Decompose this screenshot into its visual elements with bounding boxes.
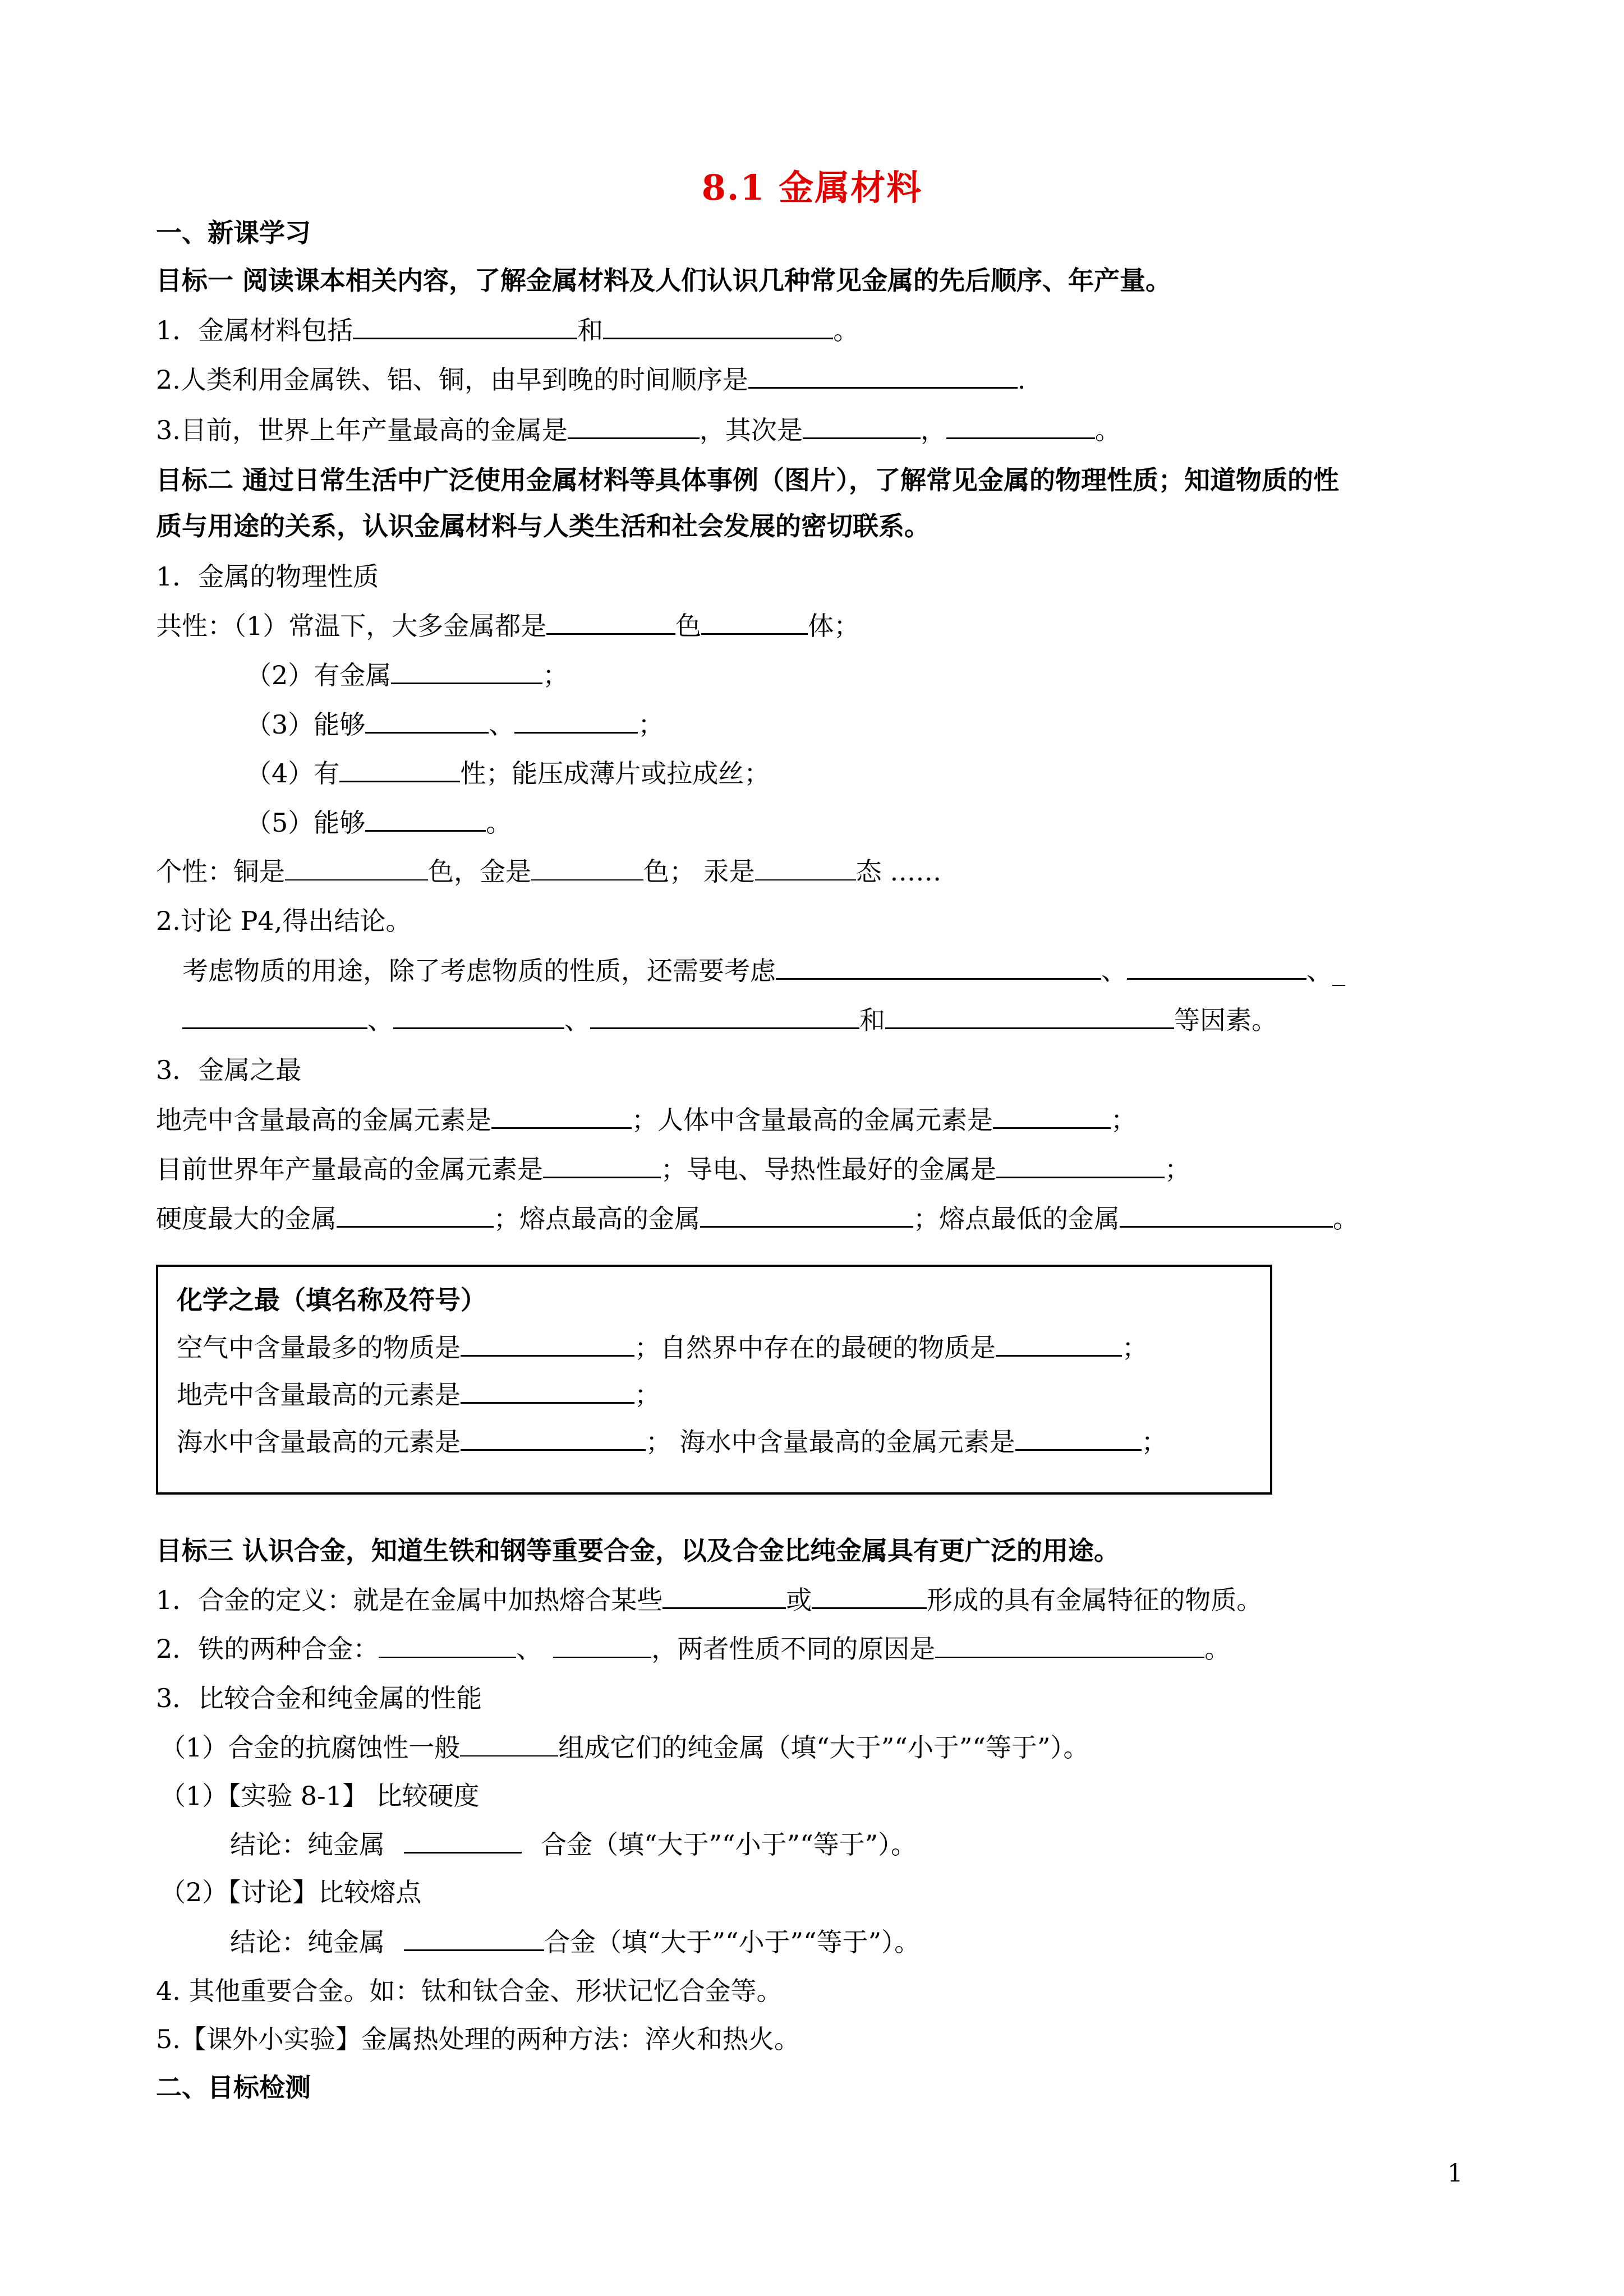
- state-label: 体；: [808, 611, 860, 641]
- c4-text: （4）有: [246, 758, 340, 789]
- fill-blank[interactable]: [339, 756, 460, 782]
- goal1-q1: [156, 313, 859, 347]
- goal3-q3: 3．比较合金和纯金属的性能: [156, 1683, 482, 1713]
- fill-blank[interactable]: [885, 1003, 1174, 1029]
- discussion-p4: 2.讨论 P4,得出结论。: [156, 906, 412, 936]
- r3-end: ；: [1141, 1427, 1167, 1457]
- fill-blank[interactable]: [590, 1003, 859, 1029]
- fill-blank[interactable]: [701, 608, 808, 635]
- page-title: 8.1 金属材料: [701, 167, 923, 208]
- q3-text: 3.目前，世界上年产量最高的金属是: [156, 415, 568, 445]
- fill-blank[interactable]: [393, 1003, 564, 1029]
- c3-text: （3）能够: [246, 709, 366, 740]
- goal3-q1: [156, 1583, 1262, 1617]
- fill-blank[interactable]: [663, 1583, 786, 1609]
- g3q1-text: 1．合金的定义：就是在金属中加热熔合某些: [156, 1585, 663, 1615]
- c2-end: ；: [542, 660, 569, 690]
- ind-end: 态 ……: [855, 856, 942, 887]
- use-sep2: 、_: [1306, 956, 1345, 986]
- fill-blank[interactable]: [803, 413, 921, 439]
- metal-superlatives: 3．金属之最: [156, 1055, 302, 1085]
- g3q2-end: 。: [1204, 1634, 1231, 1664]
- extracurricular-experiment: 5.【课外小实验】金属热处理的两种方法：淬火和热火。: [156, 2024, 800, 2054]
- r1-text: 空气中含量最多的物质是: [177, 1333, 461, 1363]
- common-property-4: [246, 756, 770, 790]
- m2-text2: ；导电、导热性最好的金属是: [661, 1154, 996, 1184]
- experiment-8-1: （1）【实验 8-1】 比较硬度: [160, 1781, 480, 1811]
- goal3-heading: 目标三 认识合金，知道生铁和钢等重要合金，以及合金比纯金属具有更广泛的用途。: [156, 1536, 1120, 1566]
- g3q2-text2: ，两者性质不同的原因是: [651, 1634, 936, 1664]
- c5-end: 。: [486, 808, 512, 838]
- c5-text: （5）能够: [246, 808, 366, 838]
- fill-blank[interactable]: [993, 1103, 1111, 1129]
- common-property-5: [246, 805, 512, 840]
- fill-blank[interactable]: [935, 1632, 1204, 1658]
- fill-blank[interactable]: [182, 1003, 367, 1029]
- use-sep: 、: [1101, 956, 1127, 986]
- melting-conclusion: [230, 1925, 920, 1959]
- r1-end: ；: [1122, 1333, 1148, 1363]
- fill-blank[interactable]: [337, 1201, 494, 1228]
- m3-text2: ；熔点最高的金属: [494, 1204, 700, 1234]
- color-label: 色: [675, 611, 702, 641]
- fill-blank[interactable]: [776, 953, 1101, 980]
- goal2-heading-line1: 目标二 通过日常生活中广泛使用金属材料等具体事例（图片），了解常见金属的物理性质；知道物质的性: [156, 465, 1340, 495]
- box-row-1: [177, 1330, 1148, 1364]
- m1-end: ；: [1111, 1105, 1137, 1135]
- section-heading-goal-check: 二、目标检测: [156, 2072, 311, 2103]
- use-sep3: 、: [367, 1005, 393, 1035]
- discussion-melting-point: （2）【讨论】比较熔点: [160, 1877, 422, 1907]
- superlative-row-3: [156, 1201, 1359, 1235]
- q2-end: .: [1017, 365, 1026, 395]
- fill-blank[interactable]: [353, 313, 577, 339]
- r3-text: 海水中含量最高的元素是: [177, 1427, 461, 1457]
- fill-blank[interactable]: [568, 413, 700, 439]
- fill-blank[interactable]: [1127, 953, 1306, 980]
- q1-text: 1．金属材料包括: [156, 315, 353, 345]
- g3q1-end: 形成的具有金属特征的物质。: [927, 1585, 1263, 1615]
- c3-end: ；: [638, 709, 664, 740]
- other-alloys: 4. 其他重要合金。如：钛和钛合金、形状记忆合金等。: [156, 1976, 783, 2006]
- conc1-text: 结论：纯金属: [230, 1829, 385, 1860]
- m2-text: 目前世界年产量最高的金属元素是: [156, 1154, 543, 1184]
- common-text: 共性：（1）常温下，大多金属都是: [156, 611, 547, 641]
- goal3-q2: [156, 1632, 1230, 1666]
- fill-blank[interactable]: [514, 707, 638, 734]
- m3-text3: ；熔点最低的金属: [913, 1204, 1120, 1234]
- page-number: 1: [1447, 2159, 1463, 2188]
- goal3-q3-1: [160, 1731, 1089, 1764]
- q2-text: 2.人类利用金属铁、铝、铜，由早到晚的时间顺序是: [156, 365, 748, 395]
- fill-blank[interactable]: [404, 1925, 544, 1951]
- fill-blank[interactable]: [748, 362, 1018, 389]
- fill-blank[interactable]: [553, 1632, 651, 1658]
- common-property-3: [246, 707, 664, 741]
- superlative-row-2: [156, 1152, 1190, 1186]
- g3q2-sep: 、: [516, 1634, 542, 1664]
- individual-properties: [156, 855, 941, 888]
- fill-blank[interactable]: [755, 855, 856, 880]
- c4-end: 性；能压成薄片或拉成丝；: [460, 758, 770, 789]
- r2-end: ；: [634, 1380, 660, 1410]
- c2-text: （2）有金属: [246, 660, 392, 690]
- fill-blank[interactable]: [543, 1152, 661, 1178]
- goal2-heading-line2: 质与用途的关系，认识金属材料与人类生活和社会发展的密切联系。: [156, 511, 930, 541]
- fill-blank[interactable]: [285, 855, 428, 880]
- r2-text: 地壳中含量最高的元素是: [177, 1380, 461, 1410]
- section-heading-new-lesson: 一、新课学习: [156, 218, 311, 248]
- ind-copper: 个性：铜是: [156, 856, 285, 887]
- superlative-row-1: [156, 1103, 1137, 1137]
- fill-blank[interactable]: [996, 1152, 1165, 1178]
- m3-text: 硬度最大的金属: [156, 1204, 337, 1234]
- m1-text: 地壳中含量最高的金属元素是: [156, 1105, 491, 1135]
- q3-next: ，其次是: [699, 415, 803, 445]
- ind-gold: 色，金是: [428, 856, 531, 887]
- fill-blank[interactable]: [996, 1330, 1122, 1357]
- fill-blank[interactable]: [546, 608, 675, 635]
- use-and: 和: [859, 1005, 885, 1035]
- fill-blank[interactable]: [461, 1424, 646, 1451]
- q1-and: 和: [577, 315, 604, 345]
- goal1-q2: [156, 362, 1026, 397]
- fill-blank[interactable]: [365, 805, 486, 832]
- use-sep4: 、: [564, 1005, 590, 1035]
- fill-blank[interactable]: [461, 1377, 634, 1404]
- goal1-q3: [156, 413, 1121, 447]
- fill-blank[interactable]: [365, 707, 489, 734]
- fill-blank[interactable]: [460, 1731, 558, 1756]
- box-heading: 化学之最（填名称及符号）: [177, 1285, 486, 1315]
- common-property-1: [156, 608, 859, 643]
- hardness-conclusion: [230, 1827, 917, 1861]
- fill-blank[interactable]: [404, 1827, 522, 1854]
- g3q2-text: 2．铁的两种合金：: [156, 1634, 379, 1664]
- q3-comma: ，: [920, 415, 946, 445]
- q3-end: 。: [1094, 415, 1121, 445]
- common-property-2: [246, 658, 568, 692]
- use-considerations-line2: [182, 1003, 1277, 1037]
- fill-blank[interactable]: [379, 1632, 516, 1658]
- q1-end: 。: [833, 315, 859, 345]
- fill-blank[interactable]: [391, 658, 542, 684]
- use-text: 考虑物质的用途，除了考虑物质的性质，还需要考虑: [182, 956, 776, 986]
- m3-end: 。: [1333, 1204, 1359, 1234]
- g3q31-end: 组成它们的纯金属（填“大于”“小于”“等于”）。: [558, 1732, 1089, 1763]
- fill-blank[interactable]: [461, 1330, 634, 1357]
- m1-text2: ；人体中含量最高的金属元素是: [632, 1105, 993, 1135]
- fill-blank[interactable]: [491, 1103, 632, 1129]
- use-end: 等因素。: [1174, 1005, 1277, 1035]
- g3q31-text: （1）合金的抗腐蚀性一般: [160, 1732, 461, 1763]
- conc1-end: 合金（填“大于”“小于”“等于”）。: [541, 1829, 917, 1860]
- fill-blank[interactable]: [531, 855, 643, 880]
- use-considerations-line1: [182, 953, 1345, 988]
- m2-end: ；: [1165, 1154, 1190, 1184]
- box-row-2: [177, 1377, 660, 1412]
- fill-blank[interactable]: [1120, 1201, 1333, 1228]
- goal1-heading: 目标一 阅读课本相关内容，了解金属材料及人们认识几种常见金属的先后顺序、年产量。: [156, 265, 1172, 296]
- conc2-text: 结论：纯金属: [230, 1927, 385, 1957]
- box-row-3: [177, 1424, 1167, 1459]
- fill-blank[interactable]: [1015, 1424, 1142, 1451]
- ind-mercury: 色； 汞是: [643, 856, 755, 887]
- fill-blank[interactable]: [700, 1201, 913, 1228]
- c3-sep: 、: [489, 709, 515, 740]
- g3q1-or: 或: [786, 1585, 812, 1615]
- fill-blank[interactable]: [603, 313, 833, 339]
- metal-physical-properties: 1．金属的物理性质: [156, 561, 379, 592]
- fill-blank[interactable]: [812, 1583, 927, 1609]
- r3-text2: ； 海水中含量最高的金属元素是: [646, 1427, 1015, 1457]
- conc2-end: 合金（填“大于”“小于”“等于”）。: [544, 1927, 921, 1957]
- r1-text2: ；自然界中存在的最硬的物质是: [634, 1333, 996, 1363]
- fill-blank[interactable]: [946, 413, 1095, 439]
